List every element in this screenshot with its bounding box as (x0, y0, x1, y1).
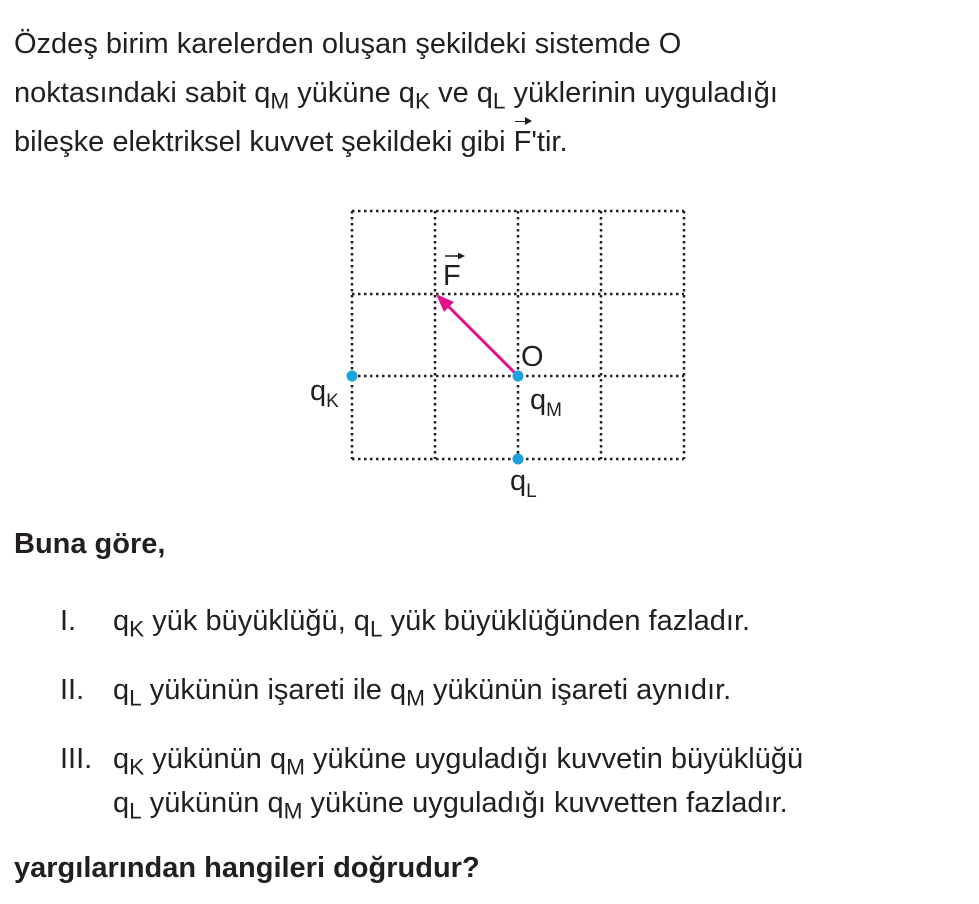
statement-numeral: I. (60, 605, 77, 637)
stem-line-3: bileşke elektriksel kuvvet şekildeki gibi F'tir. (14, 118, 964, 167)
statement-text: $q_K$ yük büyüklüğü, $q_L$ yük büyüklüğünden fazladır. (113, 605, 751, 642)
question-heading: Buna göre, (14, 528, 166, 560)
charge-qk-dot (347, 371, 358, 382)
statement-numeral: II. (60, 674, 85, 706)
stem-line-1: Özdeş birim karelerden oluşan şekildeki sistemde O (14, 28, 682, 60)
qm-label: $q_M$ (530, 384, 562, 421)
force-label-arrowhead (458, 253, 465, 260)
dotted-grid (352, 211, 684, 459)
question-closing: yargılarından hangileri doğrudur? (14, 852, 480, 884)
point-o-label: O (521, 341, 544, 373)
statement-text: $q_L$ yükünün işareti ile $q_M$ yükünün işareti aynıdır. (113, 674, 732, 711)
stem-line-2: noktasındaki sabit $q_M$ yüküne $q_K$ ve $q_L$ yüklerinin uyguladığı (14, 77, 778, 114)
ql-label: $q_L$ (510, 465, 537, 502)
statement-text-line-2: $q_L$ yükünün $q_M$ yüküne uyguladığı kuvvetten fazladır. (113, 787, 788, 824)
force-arrow (446, 304, 517, 375)
statement-text-line-1: $q_K$ yükünün $q_M$ yüküne uyguladığı kuvvetin büyüklüğü (113, 743, 804, 780)
statement-numeral: III. (60, 743, 93, 775)
force-vector-symbol: F (514, 118, 532, 167)
qk-label: $q_K$ (310, 375, 339, 412)
charge-ql-dot (513, 454, 524, 465)
force-label: F (443, 260, 461, 292)
